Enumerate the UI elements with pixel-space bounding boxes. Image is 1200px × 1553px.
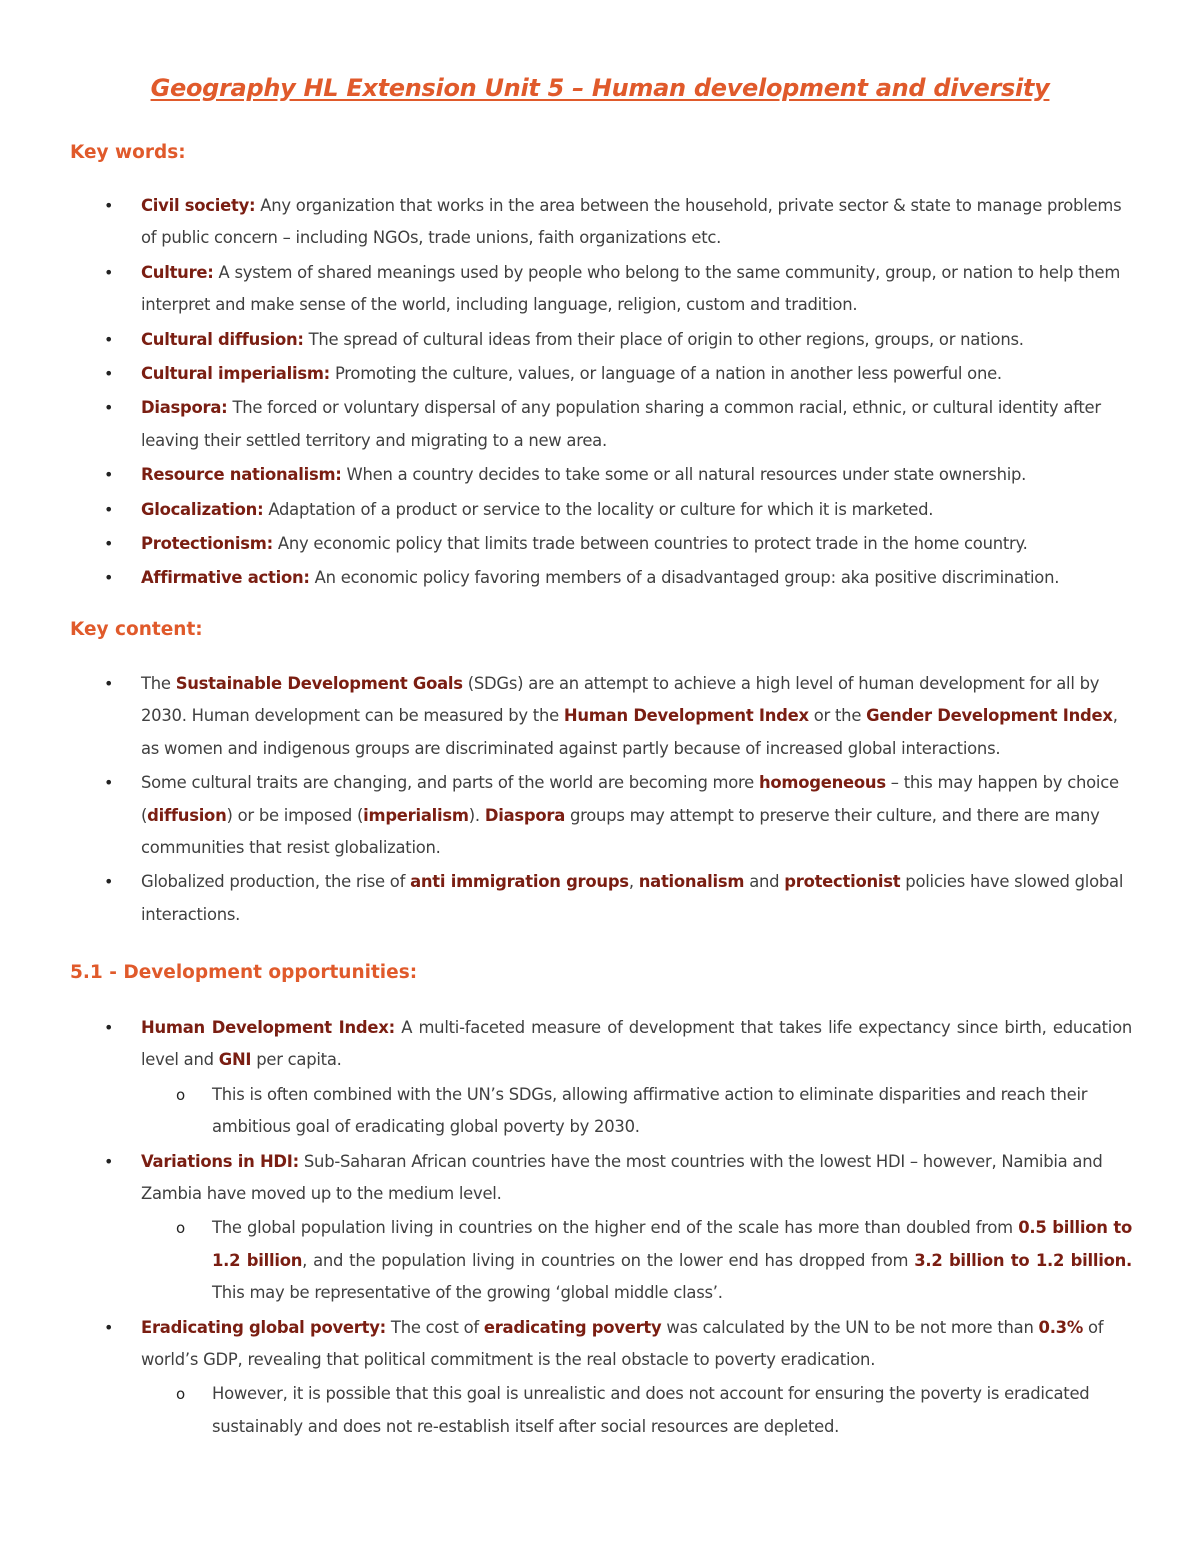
bold-text: 0.5 billion to 1.2 billion: [212, 1218, 1132, 1270]
definition: Any organization that works in the area between the household, private sector & state to manage problems of public concern – including NGOs, trade unions, faith organizations etc.: [141, 196, 1122, 248]
bold-text: 0.3%: [1038, 1317, 1084, 1337]
text: groups may attempt to preserve their culture, and there are many communities that resist globalization.: [141, 805, 1100, 858]
term: Diaspora:: [141, 398, 228, 418]
definition: The spread of cultural ideas from their place of origin to other regions, groups, or nations.: [303, 329, 1024, 349]
term: Human Development Index:: [141, 1018, 395, 1037]
text: A multi-faceted measure of development that takes life expectancy since birth, education level and: [141, 1018, 1133, 1070]
text: of world’s GDP, revealing that political commitment is the real obstacle to poverty eradication.: [141, 1317, 1104, 1370]
section-heading: 5.1 - Development opportunities:: [70, 962, 418, 983]
definition: An economic policy favoring members of a disadvantaged group: aka positive discrimination.: [309, 568, 1060, 588]
key-content-list: [0, 668, 1200, 933]
text: per capita.: [251, 1050, 342, 1070]
definition: The forced or voluntary dispersal of any population sharing a common racial, ethnic, or cultural identity after leaving their settled territory and migrating to a new area.: [141, 398, 1101, 450]
term: Eradicating global poverty:: [141, 1317, 386, 1337]
text: and: [744, 872, 785, 892]
term: Glocalization:: [141, 499, 264, 519]
list-item: [0, 528, 1200, 560]
development-list: [0, 1012, 1200, 1445]
text: This may be representative of the growing ‘global middle class’.: [212, 1283, 723, 1303]
term: Affirmative action:: [141, 568, 310, 588]
list-item: [0, 767, 1200, 864]
text: Sub-Saharan African countries have the most countries with the lowest HDI – however, Namibia and Zambia have moved up to the medium level.: [141, 1151, 1103, 1204]
term: Cultural imperialism:: [141, 364, 330, 384]
sub-list-item: [0, 1079, 1200, 1144]
definition: Adaptation of a product or service to the locality or culture for which it is marketed.: [263, 499, 934, 519]
list-item: [0, 1312, 1200, 1377]
bold-text: diffusion: [147, 805, 227, 825]
list-item: [0, 1012, 1200, 1077]
text: ) or be imposed (: [226, 805, 364, 825]
sub-list-item: [0, 1212, 1200, 1309]
term: Variations in HDI:: [141, 1151, 299, 1171]
text: However, it is possible that this goal is unrealistic and does not account for ensuring the poverty is eradicated sustainably and does not re-establish itself after social resources are depleted.: [212, 1384, 1090, 1436]
bold-text: Sustainable Development Goals: [175, 674, 463, 693]
text: This is often combined with the UN’s SDGs, allowing affirmative action to eliminate disparities and reach their ambitious goal of eradicating global poverty by 2030.: [212, 1084, 1088, 1137]
text: Globalized production, the rise of: [141, 872, 411, 892]
definition: Any economic policy that limits trade between countries to protect trade in the home country.: [272, 534, 1028, 554]
bold-text: GNI: [218, 1050, 252, 1070]
list-item: [0, 494, 1200, 526]
sub-list-item: [0, 1378, 1200, 1443]
text: , as women and indigenous groups are discriminated against partly because of increased global interactions.: [141, 706, 1118, 758]
term: Resource nationalism:: [141, 465, 342, 485]
term: Cultural diffusion:: [141, 329, 304, 349]
text: , and the population living in countries on the lower end has dropped from: [302, 1250, 915, 1270]
list-item: [0, 190, 1200, 255]
definition: A system of shared meanings used by people who belong to the same community, group, or nation to help them interpret and make sense of the world, including language, religion, custom and tradition.: [141, 262, 1121, 315]
bold-text: eradicating poverty: [483, 1317, 662, 1337]
text: ).: [468, 805, 485, 825]
key-words-list: [0, 190, 1200, 597]
bold-text: Diaspora: [484, 805, 566, 825]
text: was calculated by the UN to be not more than: [661, 1317, 1039, 1337]
text: policies have slowed global interactions.: [141, 872, 1124, 924]
text: ,: [628, 872, 639, 892]
definition: Promoting the culture, values, or language of a nation in another less powerful one.: [329, 364, 1002, 384]
bold-text: Human Development Index: [563, 706, 809, 726]
text: The cost of: [385, 1317, 484, 1337]
bold-text: anti immigration groups: [410, 872, 629, 892]
list-item: [0, 324, 1200, 356]
list-item: [0, 668, 1200, 765]
list-item: [0, 1146, 1200, 1211]
term: Culture:: [141, 262, 214, 282]
list-item: [0, 257, 1200, 322]
list-item: [0, 459, 1200, 491]
term: Civil society:: [141, 196, 256, 215]
key-content-heading: Key content:: [70, 619, 203, 640]
bold-text: protectionist: [784, 872, 901, 892]
list-item: [0, 392, 1200, 457]
text: (SDGs) are an attempt to achieve a high level of human development for all by 2030. Human development can be measured by the: [141, 674, 1100, 726]
text: The: [141, 674, 176, 693]
text: or the: [808, 706, 867, 726]
bold-text: homogeneous: [758, 773, 886, 793]
term: Protectionism:: [141, 534, 273, 554]
bold-text: imperialism: [363, 805, 469, 825]
bold-text: 3.2 billion to 1.2 billion.: [914, 1250, 1132, 1270]
page-title: Geography HL Extension Unit 5 – Human development and diversity: [150, 74, 1050, 102]
list-item: [0, 866, 1200, 931]
bold-text: Gender Development Index: [866, 706, 1113, 726]
text: – this may happen by choice (: [141, 773, 1119, 825]
key-words-heading: Key words:: [70, 142, 186, 163]
list-item: [0, 358, 1200, 390]
bold-text: nationalism: [638, 872, 745, 892]
text: The global population living in countries on the higher end of the scale has more than doubled from: [212, 1218, 1019, 1238]
list-item: [0, 562, 1200, 594]
text: Some cultural traits are changing, and parts of the world are becoming more: [141, 773, 759, 793]
definition: When a country decides to take some or all natural resources under state ownership.: [341, 465, 1027, 485]
